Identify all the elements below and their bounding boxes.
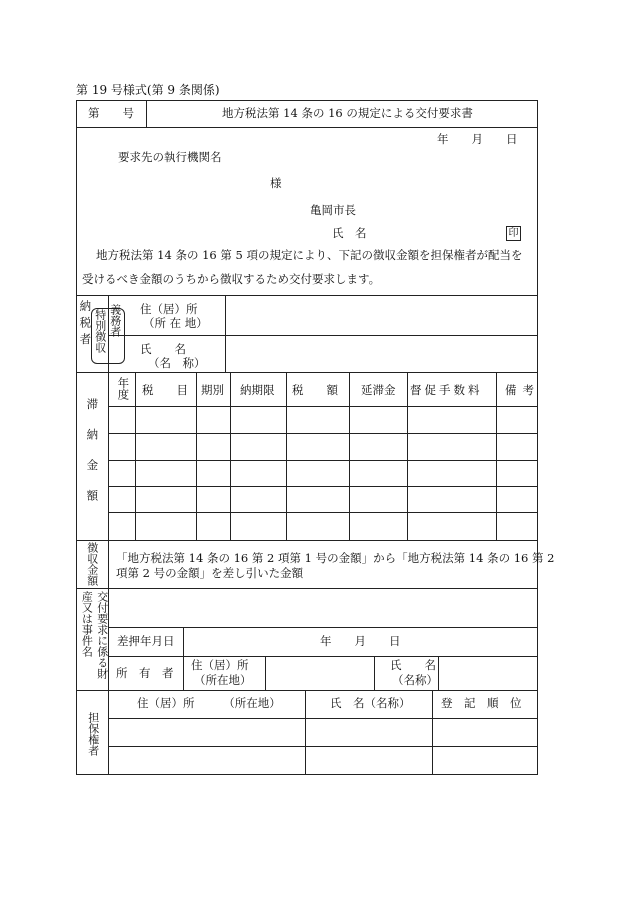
col-due-date: 納期限 (240, 383, 275, 397)
col-reminder-fee: 督促手数料 (410, 383, 483, 397)
honorific: 様 (270, 176, 282, 190)
property-side-label: 交付要求に係る財産又は事件名 (80, 591, 109, 679)
form-title: 地方税法第 14 条の 16 の規定による交付要求書 (222, 106, 473, 120)
taxpayer-side-label: 納税者 (78, 300, 93, 350)
taxpayer-name-sub: （名 称） (148, 356, 206, 370)
owner-label: 所 有 者 (116, 666, 174, 680)
owner-address-label: 住（居）所 (191, 658, 249, 672)
col-tax-item: 税 目 (142, 383, 188, 397)
taxpayer-address-sub: （所 在 地） (143, 316, 208, 330)
bracket-left: 特別徴収 (93, 309, 107, 353)
col-tax-amount: 税 額 (292, 383, 338, 397)
owner-address-sub: （所在地） (194, 673, 252, 687)
mortgagee-side-label: 担保権者 (86, 712, 100, 756)
sender-office: 亀岡市長 (310, 203, 356, 217)
seal-mark-icon: 印 (506, 226, 521, 241)
bracket-right: 義務者 (108, 304, 122, 337)
addressee: 要求先の執行機関名 (118, 150, 222, 164)
owner-name-label: 氏 名 (390, 658, 436, 672)
mortgagee-col-rank: 登 記 順 位 (441, 696, 522, 710)
form-id: 第 19 号様式(第 9 条関係) (76, 83, 220, 97)
mortgagee-col-name: 氏 名（名称） (330, 696, 411, 710)
body-line-1: 地方税法第 14 条の 16 第 5 項の規定により、下記の徴収金額を担保権者が配当を (96, 248, 523, 262)
mortgagee-col-address: 住（居）所 （所在地） (137, 696, 281, 710)
seizure-date-value: 年 月 日 (320, 634, 401, 648)
col-fiscal-year: 年度 (116, 377, 131, 400)
col-late-fee: 延滞金 (361, 383, 396, 397)
owner-name-sub: （名称） (392, 673, 438, 687)
collection-side-label: 徴収金額 (85, 542, 99, 586)
collection-line-1: 「地方税法第 14 条の 16 第 2 項第 1 号の金額」から「地方税法第 14 条の 16 第 2 (116, 551, 555, 565)
body-line-2: 受けるべき金額のうちから徴収するため交付要求します。 (82, 272, 381, 286)
arrears-side-label: 滞納金額 (85, 398, 100, 520)
taxpayer-address-label: 住（居）所 (140, 302, 198, 316)
col-period: 期別 (201, 383, 224, 397)
sender-name-label: 氏 名 (332, 226, 367, 240)
date-line: 年 月 日 (437, 132, 518, 146)
number-label: 第 号 (88, 106, 134, 120)
taxpayer-name-label: 氏 名 (140, 342, 186, 356)
collection-line-2: 項第 2 号の金額」を差し引いた金額 (116, 566, 304, 580)
col-remarks: 備考 (505, 383, 540, 397)
seizure-date-label: 差押年月日 (117, 634, 175, 648)
